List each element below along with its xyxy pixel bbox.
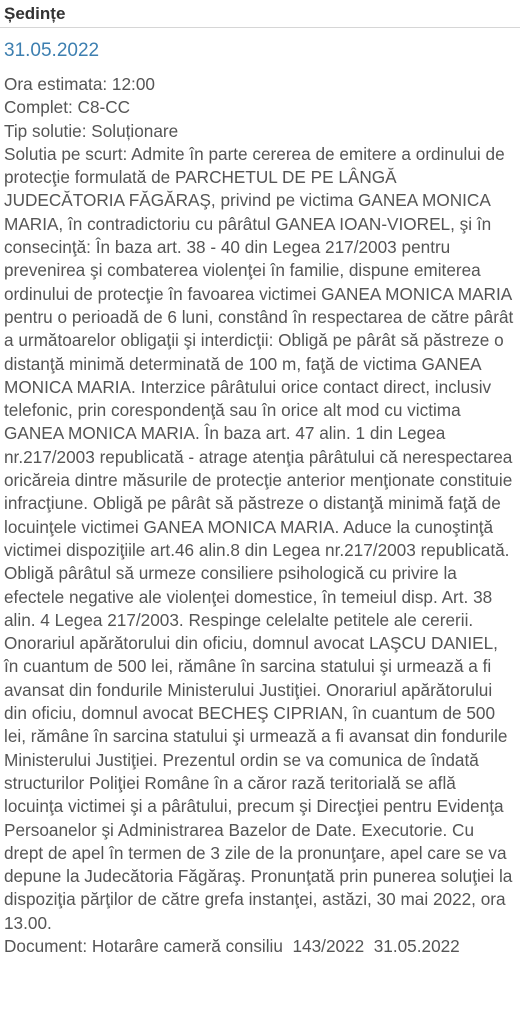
panel: Complet: C8-CC <box>4 97 131 118</box>
document-reference: Document: Hotarâre cameră consiliu 143/2022 31.05.2022 <box>4 935 460 956</box>
solution-summary: Solutia pe scurt: Admite în parte cererea de emitere a ordinului de protecţie formulată de PARCHETUL DE PE LÂNGĂ JUDECĂTORIA FĂGĂRAŞ, privind pe victima GANEA MONICA MARIA, în contradictoriu cu pârâtul GANEA IOAN-VIOREL, şi în consecinţă: În baza art. 38 - 40 din Legea 217/2003 pentru prevenirea şi combaterea violenţei în familie, dispune emiterea ordinului de protecţie în favoarea victimei GANEA MONICA MARIA pentru o perioadă de 6 luni, constând în respectarea de către pârât a următoarelor obligaţii şi interdicţii: Obligă pe pârât să păstreze o distanţă minimă determinată de 100 m, faţă de victima GANEA MONICA MARIA. Interzice pârâtului orice contact direct, inclusiv telefonic, prin corespondenţă sau în orice alt mod cu victima GANEA MONICA MARIA. În baza art. 47 alin. 1 din Legea nr.217/2003 republicată - atrage atenţia pârâtului că nerespectarea oricăreia dintre măsurile de protecţie anterior menţionate constituie infracţiune. Obligă pe pârât să păstreze o distanţă minimă faţă de locuinţele victimei GANEA MONICA MARIA. Aduce la cunoştinţă victimei dispoziţiile art.46 alin.8 din Legea nr.217/2003 republicată. Obligă pârâtul să urmeze consiliere psihologică cu privire la efectele negative ale violenţei domestice, în temeiul disp. Art. 38 alin. 4 Legea 217/2003. Respinge celelalte petitele ale cererii. Onorariul apărătorului din oficiu, domnul avocat LAŞCU DANIEL, în cuantum de 500 lei, rămâne în sarcina statului şi urmează a fi avansat din fondurile Ministerului Justiţiei. Onorariul apărătorului din oficiu, domnul avocat BECHEŞ CIPRIAN, în cuantum de 500 lei, rămâne în sarcina statului şi urmează a fi avansat din fondurile Ministerului Justiţiei. Prezentul ordin se va comunica de îndată structurilor Poliţiei Române în a căror rază teritorială se află locuinţa victimei şi a pârâtului, precum şi Direcţiei pentru Evidenţa Persoanelor şi Administrarea Bazelor de Date. Executorie. Cu drept de apel în termen de 3 zile de la pronunţare, apel care se va depune la Judecătoria Făgăraş. Pronunţată prin punerea soluţiei la dispoziţia părţilor de către grefa instanţei, astăzi, 30 mai 2022, ora 13.00. <box>4 143 514 933</box>
estimated-time: Ora estimata: 12:00 <box>4 74 155 94</box>
hearing-details <box>4 73 516 958</box>
solution-type: Tip solutie: Soluționare <box>4 120 179 141</box>
section-title: Ședințe <box>4 3 66 23</box>
hearing-date: 31.05.2022 <box>4 40 100 61</box>
hearing-entry <box>0 39 520 958</box>
section-header <box>0 0 520 28</box>
